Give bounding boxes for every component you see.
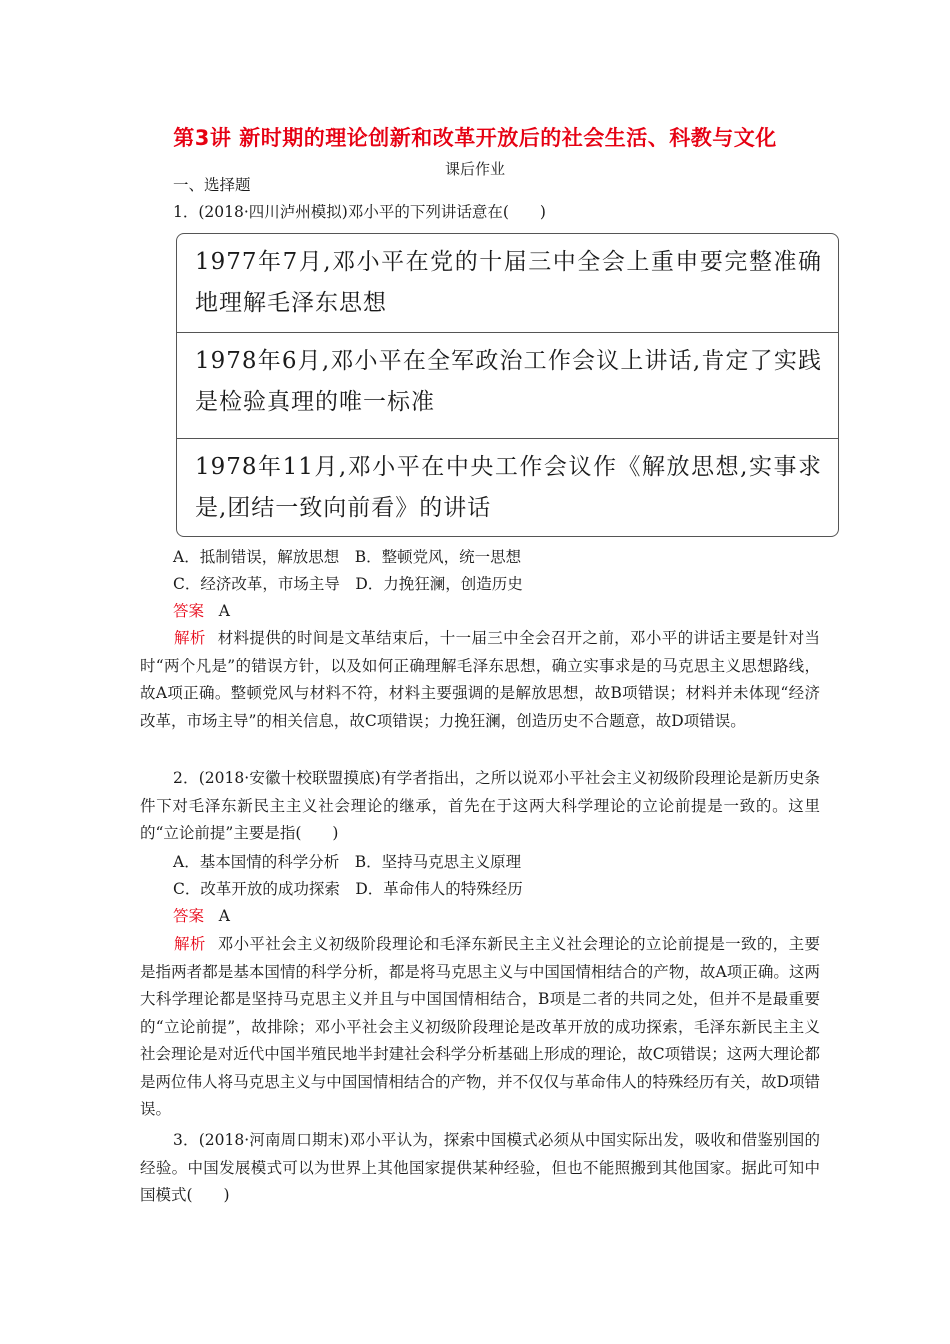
q1-material-row: 1978年6月,邓小平在全军政治工作会议上讲话,肯定了实践是检验真理的唯一标准 [177,333,838,439]
answer-value: A [218,602,230,620]
q2-answer [173,903,853,930]
answer-value: A [218,907,230,925]
q1-material-table [176,233,839,537]
q1-analysis [140,625,820,735]
q1-options-cd: C．经济改革，市场主导 D．力挽狂澜，创造历史 [173,575,523,593]
page-subtitle: 课后作业 [444,160,505,178]
analysis-text: 邓小平社会主义初级阶段理论和毛泽东新民主主义社会理论的立论前提是一致的，主要是指两者都是基本国情的科学分析，都是将马克思主义与中国国情相结合的产物，故A项正确。这两大科学理论都是坚持马克思主义并且与中国国情相结合，B项是二者的共同之处，但并不是最重要的“立论前提”，故排除；邓小平社会主义初级阶段理论是改革开放的成功探索，毛泽东新民主主义社会理论是对近代中国半殖民地半封建社会科学分析基础上形成的理论，故C项错误；这两大理论都是两位伟人将马克思主义与中国国情相结合的产物，并不仅仅与革命伟人的特殊经历有关，故D项错误。 [140,935,820,1118]
q1-options-ab: A．抵制错误，解放思想 B．整顿党风，统一思想 [173,548,522,566]
answer-label: 答案 [173,907,205,925]
analysis-label: 解析 [174,629,206,647]
q2-options-ab: A．基本国情的科学分析 B．坚持马克思主义原理 [173,853,522,871]
q1-stem: 1．(2018·四川泸州模拟)邓小平的下列讲话意在( ) [173,203,546,221]
analysis-label: 解析 [174,935,206,953]
q1-material-row: 1977年7月,邓小平在党的十届三中全会上重申要完整准确地理解毛泽东思想 [177,234,838,333]
section-heading: 一、选择题 [173,176,251,194]
page-title: 第3讲 新时期的理论创新和改革开放后的社会生活、科教与文化 [173,126,777,150]
q1-material-row: 1978年11月,邓小平在中央工作会议作《解放思想,实事求是,团结一致向前看》的讲话 [195,454,822,521]
analysis-text: 材料提供的时间是文革结束后，十一届三中全会召开之前，邓小平的讲话主要是针对当时“两个凡是”的错误方针，以及如何正确理解毛泽东思想，确立实事求是的马克思主义思想路线，故A项正确。整顿党风与材料不符，材料主要强调的是解放思想，故B项错误；材料并未体现“经济改革，市场主导”的相关信息，故C项错误；力挽狂澜，创造历史不合题意，故D项错误。 [140,629,820,730]
answer-label: 答案 [173,602,205,620]
q1-answer [173,598,853,625]
q2-stem: 2．(2018·安徽十校联盟摸底)有学者指出，之所以说邓小平社会主义初级阶段理论是新历史条件下对毛泽东新民主主义社会理论的继承，首先在于这两大科学理论的立论前提是一致的。这里的“立论前提”主要是指( ) [140,769,820,842]
q2-options-cd: C．改革开放的成功探索 D．革命伟人的特殊经历 [173,880,523,898]
q3-stem: 3．(2018·河南周口期末)邓小平认为，探索中国模式必须从中国实际出发，吸收和借鉴别国的经验。中国发展模式可以为世界上其他国家提供某种经验，但也不能照搬到其他国家。据此可知中国模式( ) [140,1131,820,1204]
q2-analysis [140,931,820,1124]
